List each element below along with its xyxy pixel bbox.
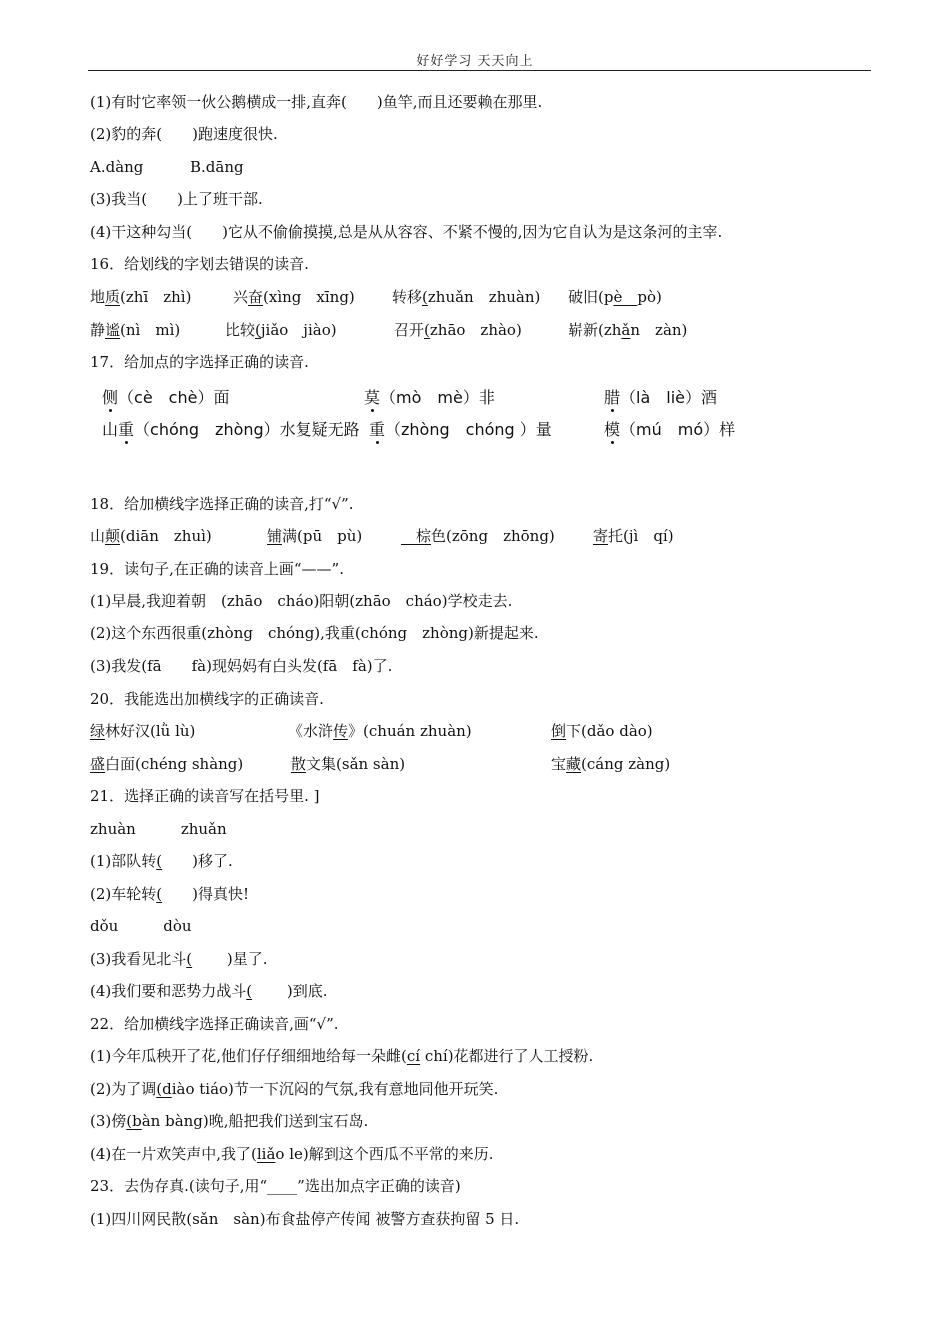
q18-item: 棕色(zōng zhōng) — [401, 527, 555, 545]
q17-item: 腊（là liè）酒 — [604, 388, 718, 407]
q17-item: 模（mú mó）样 — [604, 420, 736, 439]
q20-item: 《水浒传》(chuán zhuàn) — [288, 722, 472, 740]
q21-sentence-3: (3)我看见北斗( )星了. — [90, 950, 268, 968]
q20-item: 倒下(dǎo dào) — [551, 722, 653, 740]
q20-item: 绿林好汉(lǜ lù) — [90, 722, 196, 740]
q16-item: 地质(zhī zhì) — [90, 288, 192, 306]
q20-item: 宝藏(cáng zàng) — [551, 755, 671, 773]
q15-line-3: (3)我当( )上了班干部. — [90, 190, 263, 208]
q18-title: 18．给加横线字选择正确的读音,打“√”. — [90, 495, 354, 513]
q15-line-1: (1)有时它率领一伙公鹅横成一排,直奔( )鱼竿,而且还要赖在那里. — [90, 93, 543, 111]
q21-pinyin-2: dǒu dòu — [90, 917, 192, 935]
q16-item: 崭新(zhǎn zàn) — [568, 321, 688, 339]
q16-item: 兴奋(xìng xīng) — [233, 288, 355, 306]
q17-item: 山重（chóng zhòng）水复疑无路 — [102, 420, 360, 439]
q16-item: 转移(zhuǎn zhuàn) — [392, 288, 541, 306]
q17-title: 17．给加点的字选择正确的读音. — [90, 353, 309, 371]
q17-item: 侧（cè chè）面 — [102, 388, 230, 407]
q16-item: 静谧(nì mì) — [90, 321, 181, 339]
q19-line-2: (2)这个东西很重(zhòng chóng),我重(chóng zhòng)新提起来. — [90, 624, 539, 642]
q21-pinyin-1: zhuàn zhuǎn — [90, 820, 227, 838]
q22-title: 22．给加横线字选择正确读音,画“√”. — [90, 1015, 339, 1033]
q19-title: 19．读句子,在正确的读音上画“——”. — [90, 560, 344, 578]
q22-sentence-1: (1)今年瓜秧开了花,他们仔仔细细地给每一朵雌(cí chí)花都进行了人工授粉. — [90, 1047, 594, 1065]
q15-option-b: B.dāng — [190, 158, 244, 176]
q17-item: 莫（mò mè）非 — [364, 388, 495, 407]
q17-item: 重（zhòng chóng ）量 — [369, 420, 552, 439]
q16-item: 召开(zhāo zhào) — [394, 321, 522, 339]
q20-title: 20．我能选出加横线字的正确读音. — [90, 690, 324, 708]
header-rule — [88, 70, 871, 71]
q20-item: 散文集(sǎn sàn) — [291, 755, 406, 773]
page-header: 好好学习 天天向上 — [416, 54, 534, 69]
q21-sentence-4: (4)我们要和恶势力战斗( )到底. — [90, 982, 328, 1000]
q21-sentence-1: (1)部队转( )移了. — [90, 852, 233, 870]
q16-item: 破旧(pè pò) — [568, 288, 662, 306]
q22-sentence-4: (4)在一片欢笑声中,我了(liǎo le)解到这个西瓜不平常的来历. — [90, 1145, 494, 1163]
q18-item: 铺满(pū pù) — [267, 527, 363, 545]
q20-item: 盛白面(chéng shàng) — [90, 755, 244, 773]
q15-line-2: (2)豹的奔( )跑速度很快. — [90, 125, 278, 143]
q19-line-3: (3)我发(fā fà)现妈妈有白头发(fā fà)了. — [90, 657, 393, 675]
q23-title: 23．去伪存真.(读句子,用“____”选出加点字正确的读音) — [90, 1177, 461, 1195]
q18-item: 山颠(diān zhuì) — [90, 527, 212, 545]
q21-sentence-2: (2)车轮转( )得真快! — [90, 885, 249, 903]
q16-item: 比较(jiǎo jiào) — [225, 321, 337, 339]
q15-option-a: A.dàng — [90, 158, 144, 176]
q15-line-4: (4)干这种勾当( )它从不偷偷摸摸,总是从从容容、不紧不慢的,因为它自认为是这条河的主宰. — [90, 223, 723, 241]
q16-title: 16．给划线的字划去错误的读音. — [90, 255, 309, 273]
q22-sentence-3: (3)傍(bàn bàng)晚,船把我们送到宝石岛. — [90, 1112, 369, 1130]
q21-title: 21．选择正确的读音写在括号里. ] — [90, 787, 320, 805]
q19-line-1: (1)早晨,我迎着朝 (zhāo cháo)阳朝(zhāo cháo)学校走去. — [90, 592, 513, 610]
q22-sentence-2: (2)为了调(diào tiáo)节一下沉闷的气氛,我有意地同他开玩笑. — [90, 1080, 499, 1098]
q23-line-1: (1)四川网民散(sǎn sàn)布食盐停产传闻 被警方查获拘留 5 日. — [90, 1210, 520, 1228]
q18-item: 寄托(jì qí) — [593, 527, 674, 545]
